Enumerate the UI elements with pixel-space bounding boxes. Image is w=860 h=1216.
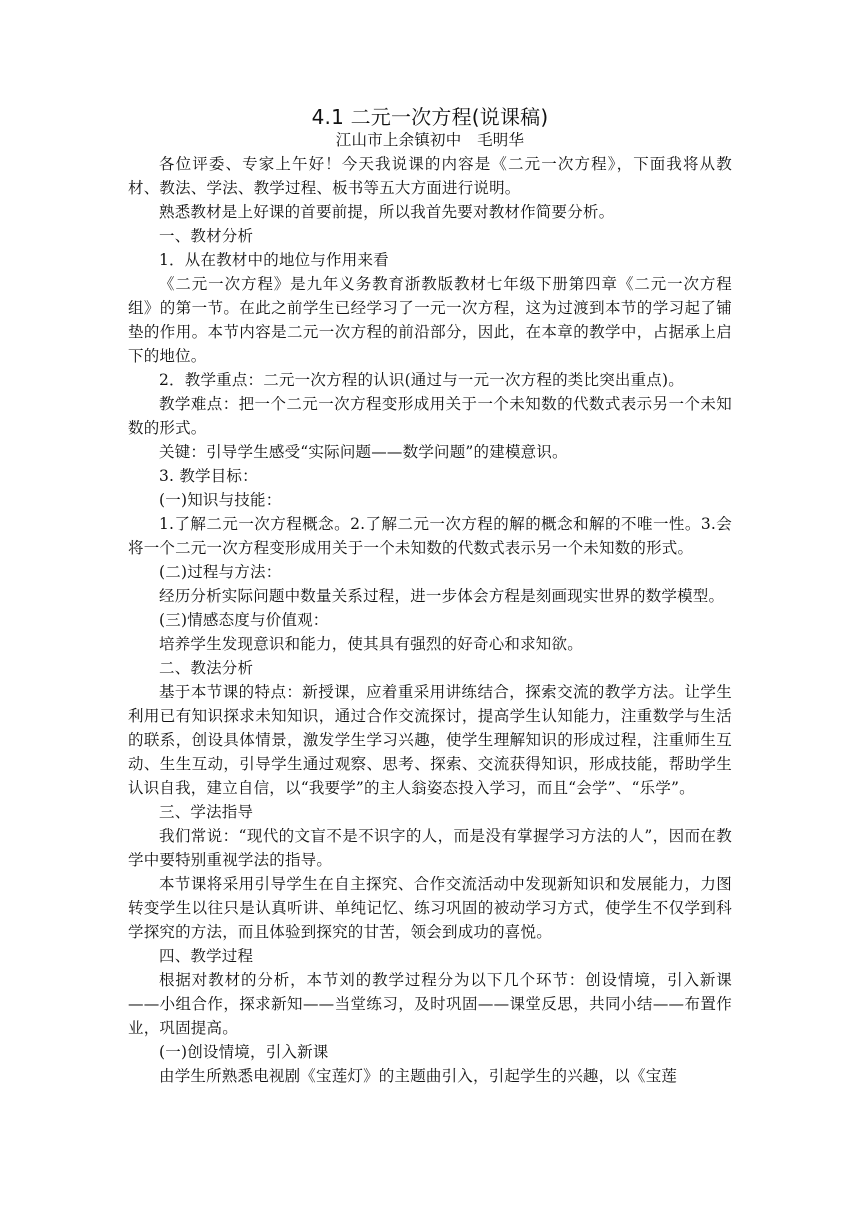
paragraph: 本节课将采用引导学生在自主探究、合作交流活动中发现新知识和发展能力，力图转变学生以往只是认真听讲、单纯记忆、练习巩固的被动学习方式，使学生不仅学到科学探究的方法，而且体验到探究的甘苦，领会到成功的喜悦。: [128, 875, 732, 941]
paragraph: 基于本节课的特点：新授课，应着重采用讲练结合，探索交流的教学方法。让学生利用已有知识探求未知知识，通过合作交流探讨，提高学生认知能力，注重数学与生活的联系，创设具体情景，激发学生学习兴趣，使学生理解知识的形成过程，注重师生互动、生生互动，引导学生通过观察、思考、探索、交流获得知识，形成技能，帮助学生认识自我，建立自信，以“我要学”的主人翁姿态投入学习，而且“会学”、“乐学”。: [128, 683, 732, 797]
subsection-heading: (一)知识与技能：: [159, 491, 282, 509]
paragraph: 1.了解二元一次方程概念。2.了解二元一次方程的解的概念和解的不唯一性。3.会将一个二元一次方程变形成用关于一个未知数的代数式表示另一个未知数的形式。: [128, 515, 732, 557]
subsection-heading: (二)过程与方法：: [159, 563, 282, 581]
paragraph: 根据对教材的分析，本节刘的教学过程分为以下几个环节：创设情境，引入新课——小组合作，探求新知——当堂练习，及时巩固——课堂反思，共同小结——布置作业，巩固提高。: [128, 971, 732, 1037]
paragraph: 教学难点：把一个二元一次方程变形成用关于一个未知数的代数式表示另一个未知数的形式。: [128, 395, 732, 437]
paragraph: 关键：引导学生感受“实际问题——数学问题”的建模意识。: [159, 443, 568, 461]
paragraph: 《二元一次方程》是九年义务教育浙教版教材七年级下册第四章《二元一次方程组》的第一节。在此之前学生已经学习了一元一次方程，这为过渡到本节的学习起了铺垫的作用。本节内容是二元一次方程的前沿部分，因此，在本章的教学中，占据承上启下的地位。: [128, 275, 732, 365]
section-heading: 一、教材分析: [159, 227, 254, 245]
paragraph: 培养学生发现意识和能力，使其具有强烈的好奇心和求知欲。: [159, 635, 583, 653]
section-heading: 二、教法分析: [159, 659, 254, 677]
paragraph: 2．教学重点：二元一次方程的认识(通过与一元一次方程的类比突出重点)。: [159, 371, 684, 389]
paragraph: 经历分析实际问题中数量关系过程，进一步体会方程是刻画现实世界的数学模型。: [159, 587, 725, 605]
section-heading: 三、学法指导: [159, 803, 254, 821]
paragraph: 我们常说：“现代的文盲不是不识字的人，而是没有掌握学习方法的人”，因而在教学中要特别重视学法的指导。: [128, 827, 732, 869]
subsection-heading: 3. 教学目标：: [159, 467, 258, 485]
document-page: [128, 103, 732, 1088]
document-title: 4.1 二元一次方程(说课稿): [311, 105, 549, 129]
paragraph: 由学生所熟悉电视剧《宝莲灯》的主题曲引入，引起学生的兴趣，以《宝莲: [159, 1067, 678, 1085]
paragraph: 各位评委、专家上午好！今天我说课的内容是《二元一次方程》，下面我将从教材、教法、学法、教学过程、板书等五大方面进行说明。: [128, 155, 732, 197]
subsection-heading: (一)创设情境，引入新课: [159, 1043, 329, 1061]
section-heading: 四、教学过程: [159, 947, 254, 965]
author-line: 江山市上余镇初中 毛明华: [335, 131, 525, 149]
subsection-heading: 1．从在教材中的地位与作用来看: [159, 251, 389, 269]
subsection-heading: (三)情感态度与价值观：: [159, 611, 329, 629]
paragraph: 熟悉教材是上好课的首要前提，所以我首先要对教材作简要分析。: [159, 203, 615, 221]
